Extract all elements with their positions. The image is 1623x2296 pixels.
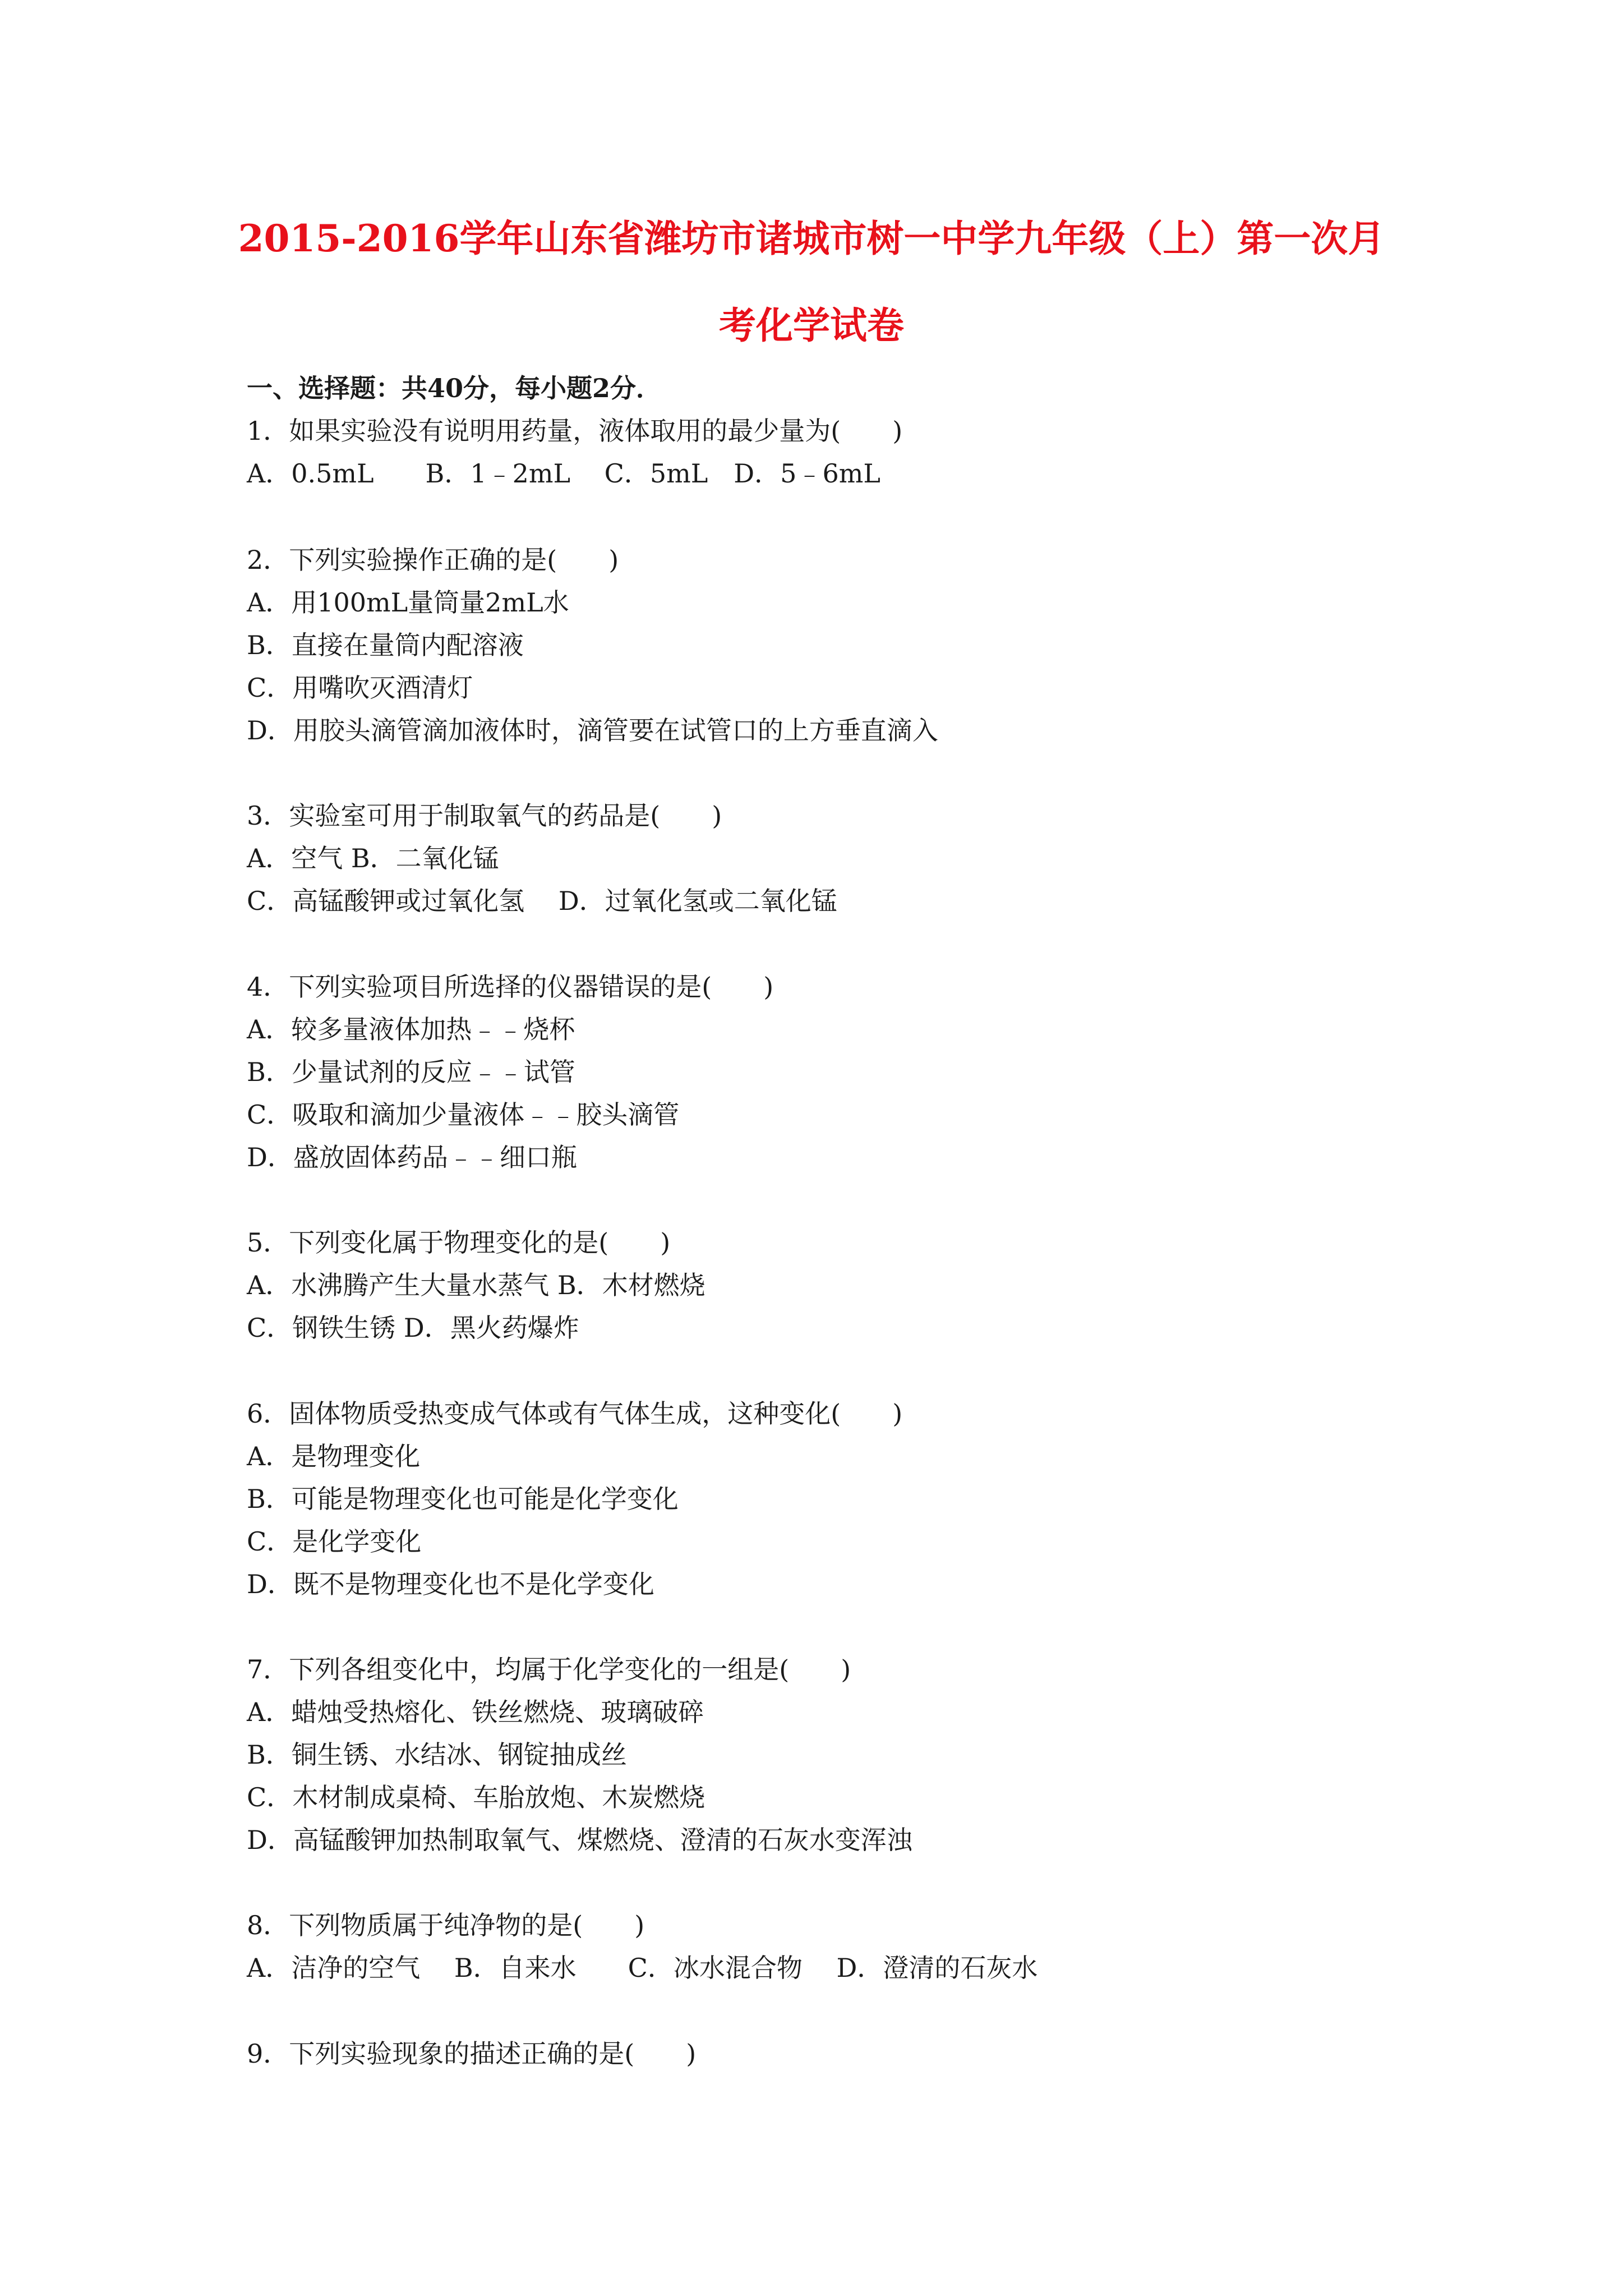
question-4-option-d: D．盛放固体药品﹣﹣细口瓶 <box>247 1142 577 1172</box>
question-7-option-c: C．木材制成桌椅、车胎放炮、木炭燃烧 <box>247 1782 706 1812</box>
question-4-option-a: A．较多量液体加热﹣﹣烧杯 <box>247 1014 575 1045</box>
question-2-option-d: D．用胶头滴管滴加液体时，滴管要在试管口的上方垂直滴入 <box>247 715 938 746</box>
question-2-option-a: A．用100mL量筒量2mL水 <box>247 587 569 618</box>
question-2-option-b: B．直接在量筒内配溶液 <box>247 630 524 660</box>
question-6-option-d: D．既不是物理变化也不是化学变化 <box>247 1569 654 1599</box>
exam-title-line-1: 2015-2016学年山东省潍坊市诸城市树一中学九年级（上）第一次月 <box>238 217 1385 260</box>
question-3-options-ab: A．空气 B．二氧化锰 <box>247 843 499 873</box>
question-9-stem: 9．下列实验现象的描述正确的是( ) <box>247 2039 697 2069</box>
section-heading: 一、选择题：共40分，每小题2分． <box>247 373 662 403</box>
question-4-option-c: C．吸取和滴加少量液体﹣﹣胶头滴管 <box>247 1099 680 1130</box>
question-7-option-b: B．铜生锈、水结冰、钢锭抽成丝 <box>247 1740 627 1770</box>
question-5-options-ab: A．水沸腾产生大量水蒸气 B．木材燃烧 <box>247 1270 706 1300</box>
question-2-option-c: C．用嘴吹灭酒清灯 <box>247 673 473 703</box>
question-2-stem: 2．下列实验操作正确的是( ) <box>247 545 619 575</box>
question-4-stem: 4．下列实验项目所选择的仪器错误的是( ) <box>247 972 774 1002</box>
question-7-option-a: A．蜡烛受热熔化、铁丝燃烧、玻璃破碎 <box>247 1697 704 1727</box>
question-3-stem: 3．实验室可用于制取氧气的药品是( ) <box>247 800 722 831</box>
question-7-option-d: D．高锰酸钾加热制取氧气、煤燃烧、澄清的石灰水变浑浊 <box>247 1825 912 1855</box>
question-5-stem: 5．下列变化属于物理变化的是( ) <box>247 1227 671 1258</box>
exam-title-line-2: 考化学试卷 <box>719 303 904 347</box>
question-8-stem: 8．下列物质属于纯净物的是( ) <box>247 1910 645 1940</box>
question-6-option-c: C．是化学变化 <box>247 1526 422 1557</box>
question-5-options-cd: C．钢铁生锈 D．黑火药爆炸 <box>247 1313 579 1343</box>
question-7-stem: 7．下列各组变化中，均属于化学变化的一组是( ) <box>247 1654 851 1685</box>
question-3-options-cd: C．高锰酸钾或过氧化氢 D．过氧化氢或二氧化锰 <box>247 886 837 916</box>
question-8-options: A．洁净的空气 B．自来水 C．冰水混合物 D．澄清的石灰水 <box>247 1953 1038 1983</box>
question-6-option-b: B．可能是物理变化也可能是化学变化 <box>247 1484 679 1514</box>
question-1-stem: 1．如果实验没有说明用药量，液体取用的最少量为( ) <box>247 416 903 446</box>
question-4-option-b: B．少量试剂的反应﹣﹣试管 <box>247 1057 575 1087</box>
question-6-stem: 6．固体物质受热变成气体或有气体生成，这种变化( ) <box>247 1398 903 1429</box>
question-1-options: A．0.5mL B．1﹣2mL C．5mL D．5﹣6mL <box>247 458 880 489</box>
question-6-option-a: A．是物理变化 <box>247 1441 421 1471</box>
